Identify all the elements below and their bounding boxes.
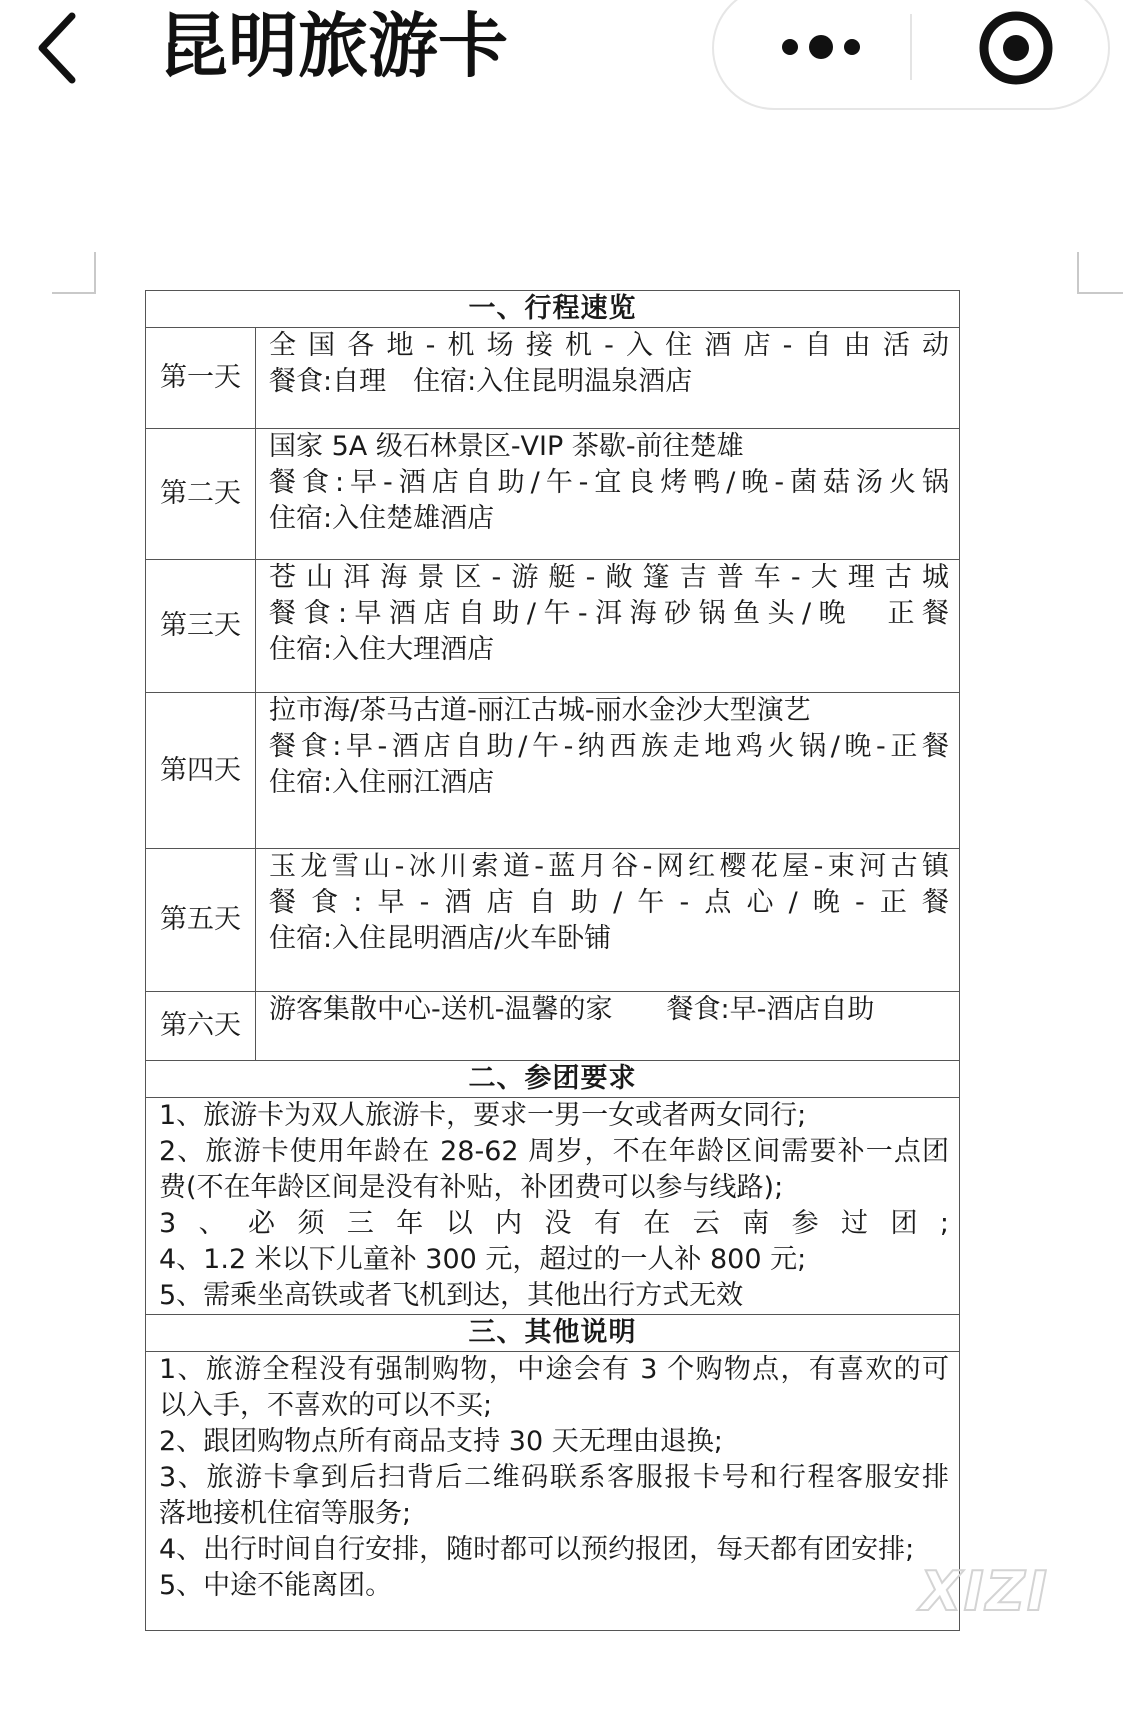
day-line: 国家 5A 级石林景区-VIP 茶歇-前往楚雄 [269, 431, 744, 462]
chevron-left-icon [30, 8, 90, 84]
nav-bar [0, 0, 1129, 110]
day-label: 第一天 [146, 328, 256, 428]
list-item: 4、1.2 米以下儿童补 300 元，超过的一人补 800 元; [159, 1244, 807, 1275]
crop-mark-right-v [1077, 252, 1079, 294]
day-content [256, 693, 959, 848]
day-label: 第六天 [146, 992, 256, 1060]
list-item: 2、跟团购物点所有商品支持 30 天无理由退换; [159, 1426, 723, 1457]
section-title-requirements: 二、参团要求 [146, 1061, 959, 1098]
list-item: 4、出行时间自行安排，随时都可以预约报团，每天都有团安排; [159, 1534, 915, 1565]
day-row [146, 560, 959, 693]
day-label: 第五天 [146, 849, 256, 991]
list-item: 以入手，不喜欢的可以不买; [159, 1390, 493, 1421]
list-item: 1、旅游全程没有强制购物，中途会有 3 个购物点，有喜欢的可 [159, 1354, 949, 1385]
list-item: 5、需乘坐高铁或者飞机到达，其他出行方式无效 [159, 1280, 744, 1311]
day-row [146, 849, 959, 992]
list-item: 1、旅游卡为双人旅游卡，要求一男一女或者两女同行; [159, 1100, 807, 1131]
back-button[interactable] [30, 8, 90, 84]
day-line: 餐食:早酒店自助/午-洱海砂锅鱼头/晚 正餐 [269, 598, 949, 629]
day-content [256, 328, 959, 428]
day-line: 餐食:早-酒店自助/午-纳西族走地鸡火锅/晚-正餐 [269, 731, 949, 762]
list-item: 费(不在年龄区间是没有补贴，补团费可以参与线路); [159, 1172, 784, 1203]
day-line: 餐食:早-酒店自助/午-点心/晚-正餐 [269, 887, 949, 918]
mini-program-capsule [712, 0, 1110, 110]
more-dots-icon [766, 14, 876, 80]
day-row [146, 328, 959, 429]
day-line: 玉龙雪山-冰川索道-蓝月谷-网红樱花屋-束河古镇 [269, 851, 949, 882]
day-label: 第四天 [146, 693, 256, 848]
capsule-divider [910, 14, 912, 80]
day-line: 餐食:早-酒店自助/午-宜良烤鸭/晚-菌菇汤火锅 [269, 467, 949, 498]
list-item: 2、旅游卡使用年龄在 28-62 周岁，不在年龄区间需要补一点团 [159, 1136, 949, 1167]
day-line: 餐食:自理 住宿:入住昆明温泉酒店 [269, 366, 693, 397]
day-content [256, 560, 959, 692]
day-label: 第三天 [146, 560, 256, 692]
itinerary-document [145, 290, 960, 1631]
more-button[interactable] [766, 14, 876, 80]
day-row [146, 693, 959, 849]
day-line: 住宿:入住丽江酒店 [269, 767, 495, 798]
day-line: 全国各地-机场接机-入住酒店-自由活动 [269, 330, 949, 361]
list-item: 3、旅游卡拿到后扫背后二维码联系客服报卡号和行程客服安排 [159, 1462, 949, 1493]
day-line: 苍山洱海景区-游艇-敞篷吉普车-大理古城 [269, 562, 949, 593]
section-title-notes: 三、其他说明 [146, 1315, 959, 1352]
list-item: 3、必须三年以内没有在云南参过团; [159, 1208, 949, 1239]
day-content [256, 429, 959, 559]
day-line: 拉市海/茶马古道-丽江古城-丽水金沙大型演艺 [269, 695, 811, 726]
day-content [256, 992, 959, 1060]
crop-mark-left-h [52, 292, 96, 294]
target-close-icon [970, 2, 1062, 94]
page-title: 昆明旅游卡 [158, 5, 508, 87]
section-title-itinerary: 一、行程速览 [146, 291, 959, 328]
day-line: 住宿:入住楚雄酒店 [269, 503, 495, 534]
crop-mark-right-h [1077, 292, 1123, 294]
list-item: 5、中途不能离团。 [159, 1570, 393, 1601]
list-item: 落地接机住宿等服务; [159, 1498, 412, 1529]
day-line: 游客集散中心-送机-温馨的家 餐食:早-酒店自助 [269, 994, 875, 1025]
day-line: 住宿:入住大理酒店 [269, 634, 495, 665]
day-line: 住宿:入住昆明酒店/火车卧铺 [269, 923, 612, 954]
day-content [256, 849, 959, 991]
requirements-list [146, 1098, 959, 1315]
day-label: 第二天 [146, 429, 256, 559]
close-button[interactable] [970, 2, 1062, 94]
day-row [146, 429, 959, 560]
watermark: XIZI [920, 1560, 1049, 1623]
day-row [146, 992, 959, 1061]
crop-mark-left-v [94, 252, 96, 294]
notes-list [146, 1352, 959, 1630]
